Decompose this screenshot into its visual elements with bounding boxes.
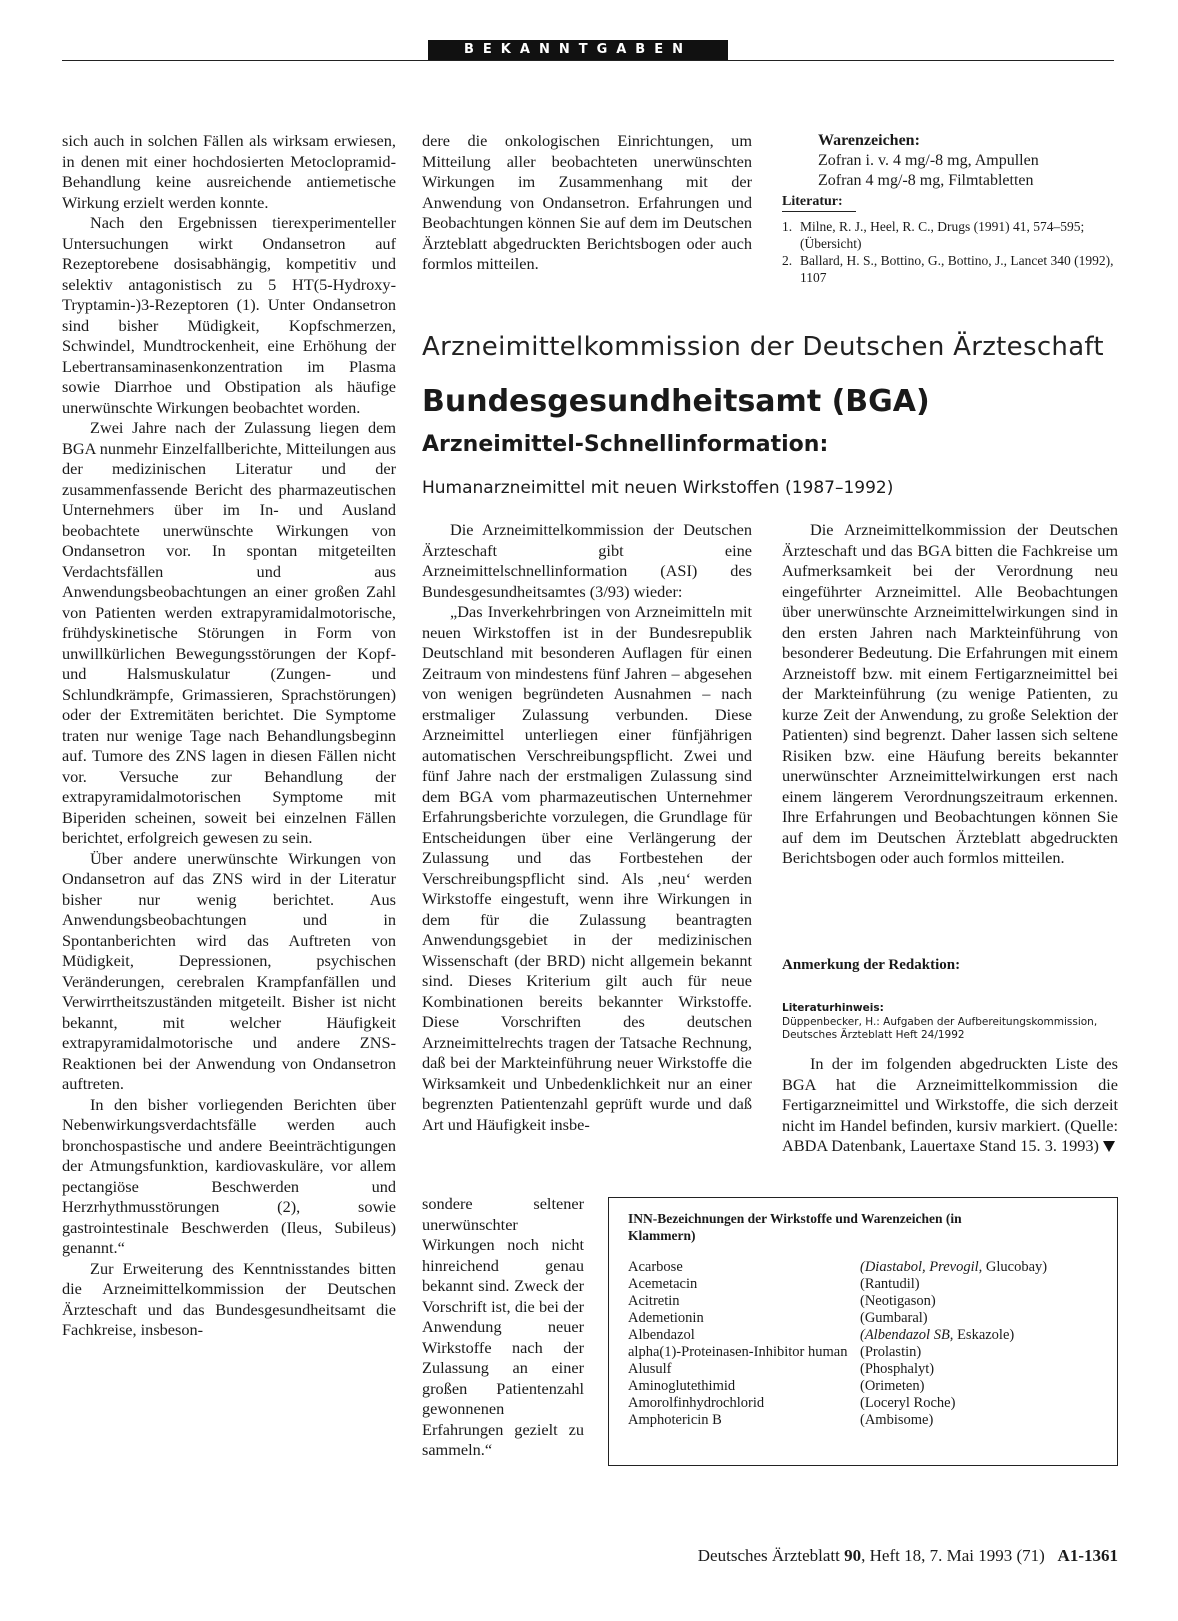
paragraph: Zwei Jahre nach der Zulassung liegen dem BGA nunmehr Einzelfallberichte, Mitteilungen aus der medizinischen Literatur und der zusammenfassende Bericht des pharmazeutischen Unternehmers über im In- und Ausland beobachtete unerwünschte Wirkungen von Ondansetron vor. In spontan mitgeteilten Verdachtsfällen und aus Anwendungsbeobachtungen an einer großen Zahl von Patienten werden extrapyramidalmotorische, frühdyskinetische Störungen in Form von unwillkürlichen Bewegungsstörungen der Kopf- und Halsmuskulatur (Zungen- und Schlundkrämpfe, Grimassieren, Sprachstörungen) oder der Extremitäten berichtet. Die Symptome traten nur wenige Tage nach Behandlungsbeginn auf. Tumore des ZNS lagen in diesen Fällen nicht vor. Versuche zur Behandlung der extrapyramidalmotorischen Symptome mit Biperiden scheinen, soweit bei einzelnen Fällen berichtet, erfolgreich gewesen zu sein. — [62, 418, 396, 847]
paragraph: sondere seltener unerwünschter Wirkungen noch nicht hinreichend genau bekannt sind. Zweck der Vorschrift ist, die bei der Anwendung neuer Wirkstoffe nach der Zulassung an einer großen Patientenzahl gewonnenen Erfahrungen gezielt zu sammeln.“ — [422, 1194, 584, 1459]
column-1 — [62, 131, 396, 1341]
column-2-top — [422, 131, 752, 275]
literaturhinweis-text: Düppenbecker, H.: Aufgaben der Aufbereitungskommission, Deutsches Ärzteblatt Heft 24/1992 — [782, 1016, 1098, 1041]
anmerkung-heading: Anmerkung der Redaktion: — [782, 957, 961, 973]
journal-issue: , Heft 18, 7. Mai 1993 (71) — [861, 1546, 1045, 1565]
paragraph: Die Arzneimittelkommission der Deutschen Ärzteschaft und das BGA bitten die Fachkreise um Aufmerksamkeit bei der Verordnung neu eingeführter Arzneimittel. Alle Beobachtungen über unerwünschte Arzneimittelwirkungen sind in den ersten Jahren nach Markteinführung von besonderer Bedeutung. Die Erfahrungen mit einem Arzneistoff bzw. mit einem Fertigarzneimittel bei der Markteinführung (zu wenige Patienten, zu kurze Zeit der Anwendung, zu große Selektion der Patienten) sind begrenzt. Daher lassen sich seltene Risiken bzw. eine Häufung bereits bekannter unerwünschter Arzneimittelwirkungen erst nach einem längerem Verordnungszeitraum erkennen. Ihre Erfahrungen und Beobachtungen können Sie auf dem im Deutschen Ärzteblatt abgedruckten Berichtsbogen oder auch formlos mitteilen. — [782, 520, 1118, 867]
inn-row — [628, 1361, 1108, 1378]
paragraph: Über andere unerwünschte Wirkungen von Ondansetron auf das ZNS wird in der Literatur bisher nur wenig berichtet. Aus Anwendungsbeobachtungen und in Spontanberichten wird das Auftreten von Müdigkeit, Depressionen, psychischen Veränderungen, cerebralen Krampfanfällen und Verwirrtheitszuständen mitgeteilt. Bisher ist nicht bekannt, mit welcher Häufigkeit extrapyramidalmotorische und andere ZNS-Reaktionen bei der Anwendung von Ondansetron auftreten. — [62, 848, 396, 1093]
inn-name: Ademetionin — [628, 1310, 704, 1326]
literatur-text: Milne, R. J., Heel, R. C., Drugs (1991) 41, 574–595; (Übersicht) — [800, 219, 1085, 251]
inn-name: Amorolfinhydrochlorid — [628, 1395, 765, 1411]
page-footer — [608, 1546, 1118, 1566]
column-2 — [422, 520, 752, 1135]
inn-row — [628, 1395, 1108, 1412]
literatur-item — [782, 252, 1118, 286]
brand-name: (Ambisome) — [860, 1412, 934, 1428]
literatur-heading: Literatur: — [782, 194, 843, 209]
article-subtitle: Humanarzneimittel mit neuen Wirkstoffen (1987–1992) — [422, 478, 894, 498]
brand-name: (Diastabol, Prevogil, Glucobay) — [860, 1259, 1048, 1275]
paragraph: In den bisher vorliegenden Berichten über Nebenwirkungsverdachtsfälle werden auch bronchospastische und andere Beeinträchtigungen der Atmungsfunktion, kardiovaskuläre, vor allem pectangiöse Beschwerden und Herzrhythmusstörungen (2), sowie gastrointestinale Beschwerden (Ileus, Subileus) genannt.“ — [62, 1094, 396, 1257]
inn-row — [628, 1293, 1108, 1310]
paragraph: sich auch in solchen Fällen als wirksam erwiesen, in denen mit einer hochdosierten Metoclopramid-Behandlung keine ausreichende antiemetische Wirkung erzielt werden konnte. — [62, 131, 396, 212]
inn-row — [628, 1378, 1108, 1395]
paragraph — [782, 1054, 1118, 1157]
inn-name: Acemetacin — [628, 1276, 698, 1292]
article-title: Bundesgesundheitsamt (BGA) — [422, 384, 930, 419]
inn-row — [628, 1327, 1108, 1344]
inn-table — [628, 1259, 1108, 1429]
journal-name: Deutsches Ärzteblatt — [697, 1546, 840, 1565]
inn-row — [628, 1259, 1108, 1276]
literaturhinweis-label: Literaturhinweis: — [782, 1002, 884, 1014]
inn-row — [628, 1310, 1108, 1327]
inn-name: alpha(1)-Proteinasen-Inhibitor human — [628, 1344, 848, 1360]
literatur-number: 2. — [782, 253, 793, 268]
header-rule — [62, 60, 1114, 61]
column-2-tail — [422, 1194, 584, 1461]
list-intro-text: In der im folgenden abgedruckten Liste des BGA hat die Arzneimittelkommission die Fertigarzneimittel und Wirkstoffe, die sich derzeit nicht im Handel befinden, kursiv markiert. (Quelle: ABDA Datenbank, Lauertaxe Stand 15. 3. 1993) — [782, 1054, 1118, 1155]
inn-name: Alusulf — [628, 1361, 672, 1377]
inn-name: Albendazol — [628, 1327, 695, 1343]
page-number: A1-1361 — [1057, 1546, 1118, 1565]
brand-name: (Gumbaral) — [860, 1310, 928, 1326]
paragraph: dere die onkologischen Einrichtungen, um Mitteilung aller beobachteten unerwünschten Wirkungen im Zusammenhang mit der Anwendung von Ondansetron. Erfahrungen und Beobachtungen können Sie auf dem im Deutschen Ärzteblatt abgedruckten Berichtsbogen oder auch formlos mitteilen. — [422, 131, 752, 273]
end-triangle-icon — [1103, 1141, 1115, 1152]
brand-name: (Albendazol SB, Eskazole) — [860, 1327, 1015, 1343]
literatur-item — [782, 218, 1118, 252]
brand-name: (Neotigason) — [860, 1293, 936, 1309]
paragraph: Die Arzneimittelkommission der Deutschen Ärzteschaft gibt eine Arzneimittelschnellinformation (ASI) des Bundesgesundheitsamtes (3/93) wieder: — [422, 520, 752, 601]
brand-name: (Orimeten) — [860, 1378, 925, 1394]
warenzeichen-line: Zofran 4 mg/-8 mg, Filmtabletten — [818, 172, 1034, 189]
brand-name: (Loceryl Roche) — [860, 1395, 956, 1411]
paragraph: Zur Erweiterung des Kenntnisstandes bitten die Arzneimittelkommission der Deutschen Ärzteschaft und das Bundesgesundheitsamt die Fachkreise, insbeson- — [62, 1258, 396, 1339]
brand-name: (Phosphalyt) — [860, 1361, 935, 1377]
inn-name: Acitretin — [628, 1293, 680, 1309]
inn-row — [628, 1276, 1108, 1293]
section-banner: BEKANNTGABEN — [428, 40, 728, 60]
inn-name: Aminoglutethimid — [628, 1378, 736, 1394]
literatur-underline — [782, 211, 856, 212]
paragraph: Nach den Ergebnissen tierexperimenteller Untersuchungen wirkt Ondansetron auf Rezeptorebene dosisabhängig, kompetitiv und selektiv antagonistisch zu 5 HT(5-Hydroxy-Tryptamin-)3-Rezeptoren (1). Unter Ondansetron sind bisher Müdigkeit, Kopfschmerzen, Schwindel, Mundtrockenheit, eine Erhöhung der Lebertransaminasenkonzentration im Plasma sowie Diarrhoe und Obstipation als häufige unerwünschte Wirkungen beobachtet worden. — [62, 213, 396, 417]
inn-row — [628, 1412, 1108, 1429]
article-title-2: Arzneimittel-Schnellinformation: — [422, 432, 829, 457]
warenzeichen-label: Warenzeichen: — [818, 132, 920, 149]
article-kicker: Arzneimittelkommission der Deutschen Ärzteschaft — [422, 332, 1104, 362]
inn-row — [628, 1344, 1108, 1361]
journal-volume: 90 — [844, 1546, 862, 1565]
column-3 — [782, 520, 1118, 869]
brand-name: (Rantudil) — [860, 1276, 920, 1292]
literatur-list — [782, 218, 1118, 286]
list-intro — [782, 1054, 1118, 1157]
literatur-text: Ballard, H. S., Bottino, G., Bottino, J., Lancet 340 (1992), 1107 — [800, 253, 1114, 285]
inn-box-title: INN-Bezeichnungen der Wirkstoffe und Warenzeichen (in Klammern) — [628, 1211, 962, 1243]
warenzeichen-block — [818, 131, 1118, 191]
paragraph: „Das Inverkehrbringen von Arzneimitteln mit neuen Wirkstoffen ist in der Bundesrepublik Deutschland mit besonderen Auflagen für einen Zeitraum von mindestens fünf Jahren – abgesehen von wenigen begründeten Ausnahmen – nach erstmaliger Zulassung verbunden. Diese Arzneimittel unterliegen einer fünfjährigen automatischen Verschreibungspflicht. Zwei und fünf Jahre nach der erstmaligen Zulassung sind dem BGA vom pharmazeutischen Unternehmer Erfahrungsberichte vorzulegen, die Grundlage für Entscheidungen über eine Verlängerung der Zulassung und das Fortbestehen der Verschreibungspflicht sind. Als ‚neu‘ werden Wirkstoffe eingestuft, wenn ihre Wirkungen in dem für die Zulassung beantragten Anwendungsgebiet in der medizinischen Wissenschaft (der BRD) nicht allgemein bekannt sind. Dieses Kriterium gilt auch für neue Kombinationen bereits bekannter Wirkstoffe. Diese Vorschriften des deutschen Arzneimittelrechts tragen der Tatsache Rechnung, daß bei der Markteinführung neuer Wirkstoffe die Wirksamkeit und Unbedenklichkeit nur an einer begrenzten Patientenzahl geprüft wurde und daß Art und Häufigkeit insbe- — [422, 602, 752, 1134]
inn-name: Amphotericin B — [628, 1412, 722, 1428]
literatur-number: 1. — [782, 219, 793, 234]
warenzeichen-line: Zofran i. v. 4 mg/-8 mg, Ampullen — [818, 152, 1039, 169]
brand-name: (Prolastin) — [860, 1344, 922, 1360]
inn-name: Acarbose — [628, 1259, 683, 1275]
